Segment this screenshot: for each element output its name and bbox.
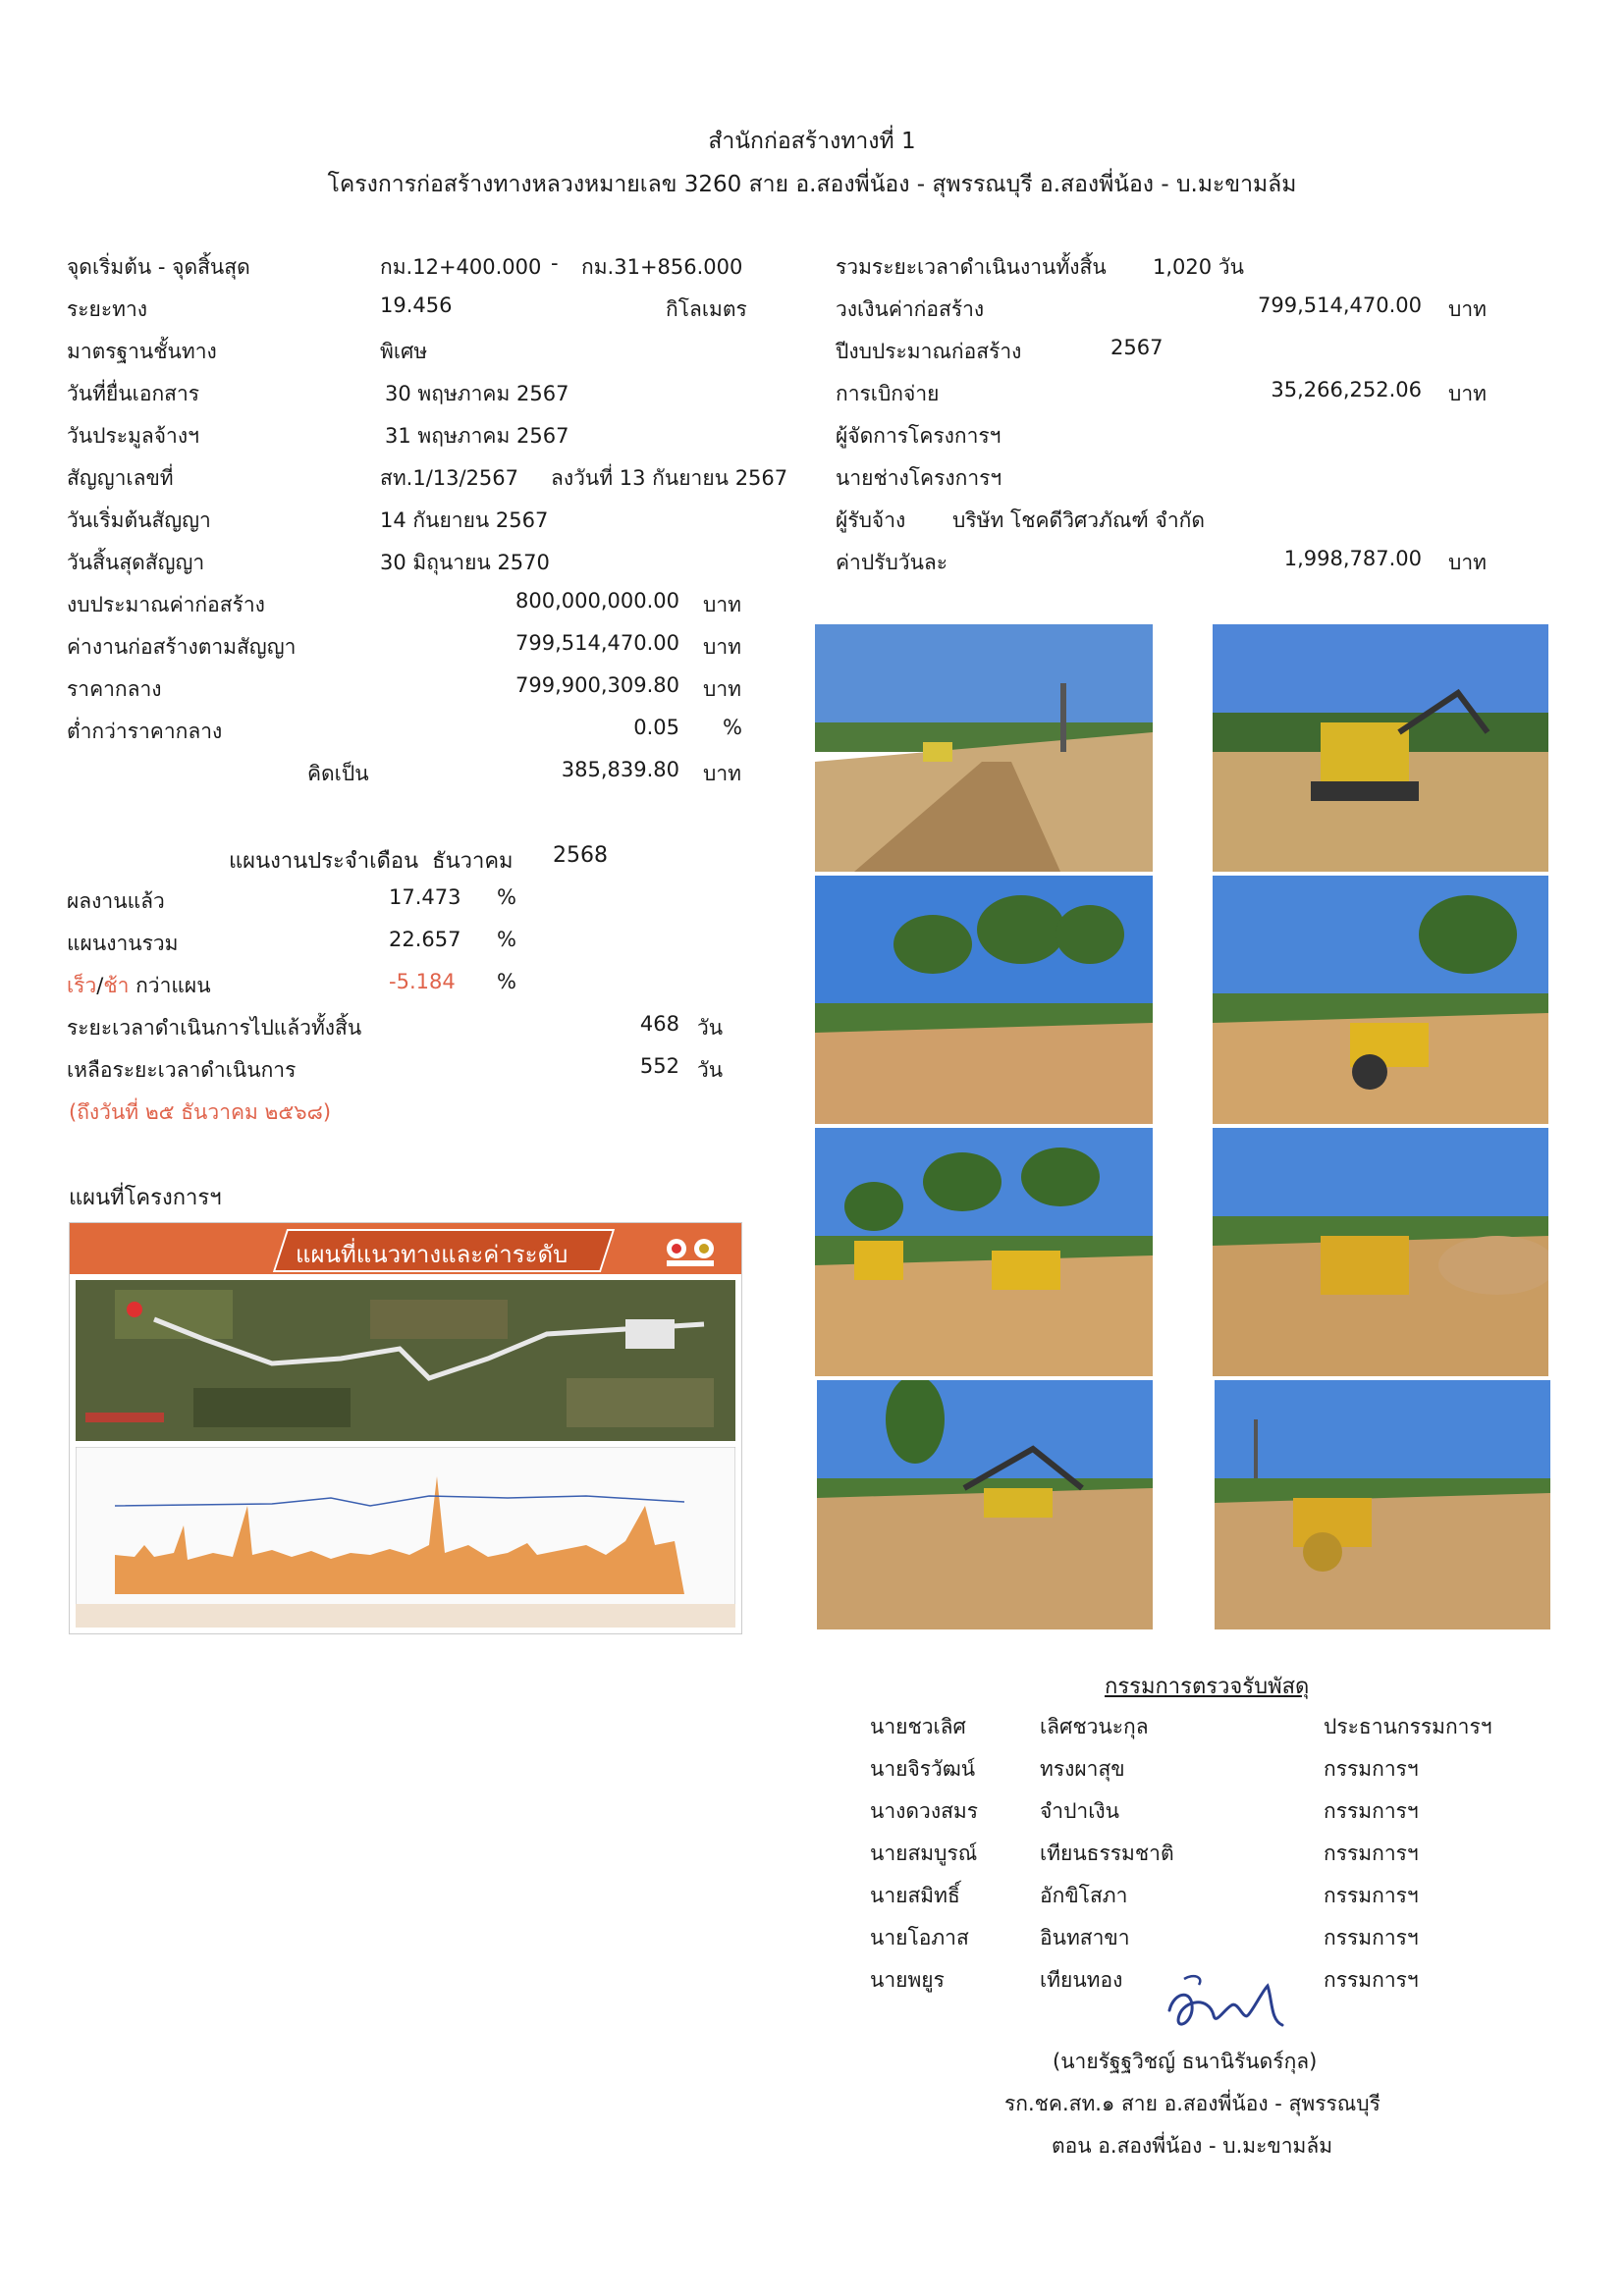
contract-end-value: 30 มิถุนายน 2570 <box>380 551 550 574</box>
start-km: กม.12+400.000 <box>380 255 542 279</box>
diff-rest-label: กว่าแผน <box>135 974 211 997</box>
signatory-line-2: ตอน อ.สองพี่น้อง - บ.มะขามล้ม <box>1052 2134 1333 2158</box>
site-photo-5 <box>815 1128 1153 1376</box>
total-duration-value: 1,020 วัน <box>1153 255 1244 279</box>
median-price-unit: บาท <box>703 677 741 701</box>
map-banner-text: แผนที่แนวทางและค่าระดับ <box>296 1241 568 1268</box>
project-title: โครงการก่อสร้างทางหลวงหมายเลข 3260 สาย อ.สองพี่น้อง - สุพรรณบุรี อ.สองพี่น้อง - บ.มะขามล้ม <box>327 172 1297 197</box>
site-photo-7 <box>817 1380 1153 1629</box>
member-role-6: กรรมการฯ <box>1324 1926 1419 1949</box>
emblem-logo <box>657 1229 726 1270</box>
remaining-unit: วัน <box>697 1058 724 1082</box>
diff-value: -5.184 <box>389 970 456 993</box>
distance-unit: กิโลเมตร <box>666 297 747 321</box>
contract-no-value: สท.1/13/2567 <box>380 466 519 490</box>
diff-slash: / <box>96 974 104 997</box>
member-last-3: จำปาเงิน <box>1040 1799 1120 1823</box>
fiscal-year-label: ปีงบประมาณก่อสร้าง <box>836 340 1022 363</box>
member-first-2: นายจิรวัฒน์ <box>870 1757 976 1781</box>
below-median-unit: % <box>723 716 742 739</box>
project-engineer-label: นายช่างโครงการฯ <box>836 466 1002 490</box>
done-value: 17.473 <box>389 885 461 909</box>
elapsed-unit: วัน <box>697 1016 724 1040</box>
member-role-4: กรรมการฯ <box>1324 1842 1419 1865</box>
map-title: แผนที่โครงการฯ <box>69 1186 222 1210</box>
end-km: กม.31+856.000 <box>581 255 743 279</box>
member-role-5: กรรมการฯ <box>1324 1884 1419 1907</box>
monthly-plan-year: 2568 <box>553 843 608 868</box>
member-role-3: กรรมการฯ <box>1324 1799 1419 1823</box>
elevation-profile <box>76 1447 735 1628</box>
budget-unit: บาท <box>703 593 741 616</box>
contract-start-label: วันเริ่มต้นสัญญา <box>67 508 211 532</box>
member-first-4: นายสมบูรณ์ <box>870 1842 978 1865</box>
fiscal-year-value: 2567 <box>1110 336 1164 359</box>
monthly-plan-title: แผนงานประจำเดือน <box>229 849 419 874</box>
diff-label <box>67 970 211 1002</box>
plan-unit: % <box>497 928 516 951</box>
disbursement-label: การเบิกจ่าย <box>836 382 940 405</box>
member-first-6: นายโอภาส <box>870 1926 969 1949</box>
equivalent-unit: บาท <box>703 762 741 785</box>
contract-start-value: 14 กันยายน 2567 <box>380 508 549 532</box>
diff-slow-label: ช้า <box>103 974 130 997</box>
member-first-7: นายพยูร <box>870 1968 945 1992</box>
satellite-image <box>76 1280 735 1441</box>
remaining-label: เหลือระยะเวลาดำเนินการ <box>67 1058 297 1082</box>
contract-price-unit: บาท <box>703 635 741 659</box>
daily-fine-unit: บาท <box>1448 551 1487 574</box>
monthly-plan-month: ธันวาคม <box>432 849 514 874</box>
standard-value: พิเศษ <box>380 340 428 363</box>
committee-title: กรรมการตรวจรับพัสดุ <box>1105 1675 1310 1699</box>
contract-signed-date: ลงวันที่ 13 กันยายน 2567 <box>551 466 788 490</box>
median-price-label: ราคากลาง <box>67 677 162 701</box>
budget-line-label: วงเงินค่าก่อสร้าง <box>836 297 985 321</box>
plan-value: 22.657 <box>389 928 461 951</box>
member-last-4: เทียนธรรมชาติ <box>1040 1842 1174 1865</box>
diff-fast-label: เร็ว <box>67 974 97 997</box>
daily-fine-value: 1,998,787.00 <box>1283 547 1422 570</box>
below-median-label: ต่ำกว่าราคากลาง <box>67 720 223 743</box>
site-photo-6 <box>1213 1128 1548 1376</box>
member-first-1: นายชวเลิศ <box>870 1715 966 1738</box>
member-role-1: ประธานกรรมการฯ <box>1324 1715 1492 1738</box>
member-first-3: นางดวงสมร <box>870 1799 979 1823</box>
site-photo-8 <box>1215 1380 1550 1629</box>
auction-date-value: 31 พฤษภาคม 2567 <box>385 424 569 448</box>
signatory-line-1: รก.ชค.สท.๑ สาย อ.สองพี่น้อง - สุพรรณบุรี <box>1004 2092 1380 2115</box>
budget-value: 800,000,000.00 <box>515 589 679 613</box>
remaining-value: 552 <box>639 1054 679 1078</box>
member-first-5: นายสมิทธิ์ <box>870 1884 960 1907</box>
site-photo-2 <box>1213 624 1548 872</box>
median-price-value: 799,900,309.80 <box>515 673 679 697</box>
distance-value: 19.456 <box>380 294 453 317</box>
equivalent-value: 385,839.80 <box>561 758 679 781</box>
office-title: สำนักก่อสร้างทางที่ 1 <box>708 129 916 154</box>
plan-label: แผนงานรวม <box>67 932 179 955</box>
signatory-name: (นายรัฐฐวิชญ์ ธนานิรันดร์กุล) <box>1053 2050 1318 2073</box>
disbursement-unit: บาท <box>1448 382 1487 405</box>
submit-date-label: วันที่ยื่นเอกสาร <box>67 382 200 405</box>
disbursement-value: 35,266,252.06 <box>1271 378 1422 401</box>
budget-line-unit: บาท <box>1448 297 1487 321</box>
distance-label: ระยะทาง <box>67 297 148 321</box>
handwritten-signature <box>1155 1971 1302 2040</box>
contractor-label: ผู้รับจ้าง <box>836 508 906 532</box>
done-label: ผลงานแล้ว <box>67 889 165 913</box>
member-last-5: อักขิโสภา <box>1040 1884 1128 1907</box>
elapsed-value: 468 <box>639 1012 679 1036</box>
daily-fine-label: ค่าปรับวันละ <box>836 551 948 574</box>
member-last-6: อินทสาขา <box>1040 1926 1130 1949</box>
monthly-plan-heading <box>229 843 514 878</box>
done-unit: % <box>497 885 516 909</box>
contract-end-label: วันสิ้นสุดสัญญา <box>67 551 205 574</box>
site-photo-1 <box>815 624 1153 872</box>
as-of-date: (ถึงวันที่ ๒๕ ธันวาคม ๒๕๖๘) <box>69 1100 332 1124</box>
contractor-value: บริษัท โชคดีวิศวภัณฑ์ จำกัด <box>952 508 1205 532</box>
diff-unit: % <box>497 970 516 993</box>
budget-line-value: 799,514,470.00 <box>1258 294 1422 317</box>
auction-date-label: วันประมูลจ้างฯ <box>67 424 199 448</box>
project-map <box>69 1222 742 1634</box>
below-median-value: 0.05 <box>633 716 679 739</box>
site-photo-3 <box>815 876 1153 1124</box>
contract-price-label: ค่างานก่อสร้างตามสัญญา <box>67 635 297 659</box>
member-role-2: กรรมการฯ <box>1324 1757 1419 1781</box>
member-last-1: เลิศชวนะกุล <box>1040 1715 1149 1738</box>
budget-label: งบประมาณค่าก่อสร้าง <box>67 593 265 616</box>
start-end-label: จุดเริ่มต้น - จุดสิ้นสุด <box>67 255 250 279</box>
equivalent-label: คิดเป็น <box>307 762 369 785</box>
km-dash: - <box>551 251 559 275</box>
elapsed-label: ระยะเวลาดำเนินการไปแล้วทั้งสิ้น <box>67 1016 362 1040</box>
member-last-7: เทียนทอง <box>1040 1968 1123 1992</box>
member-last-2: ทรงผาสุข <box>1040 1757 1125 1781</box>
contract-price-value: 799,514,470.00 <box>515 631 679 655</box>
member-role-7: กรรมการฯ <box>1324 1968 1419 1992</box>
standard-label: มาตรฐานชั้นทาง <box>67 340 217 363</box>
project-manager-label: ผู้จัดการโครงการฯ <box>836 424 1001 448</box>
site-photo-4 <box>1213 876 1548 1124</box>
total-duration-label: รวมระยะเวลาดำเนินงานทั้งสิ้น <box>836 255 1107 279</box>
contract-no-label: สัญญาเลขที่ <box>67 466 174 490</box>
submit-date-value: 30 พฤษภาคม 2567 <box>385 382 569 405</box>
